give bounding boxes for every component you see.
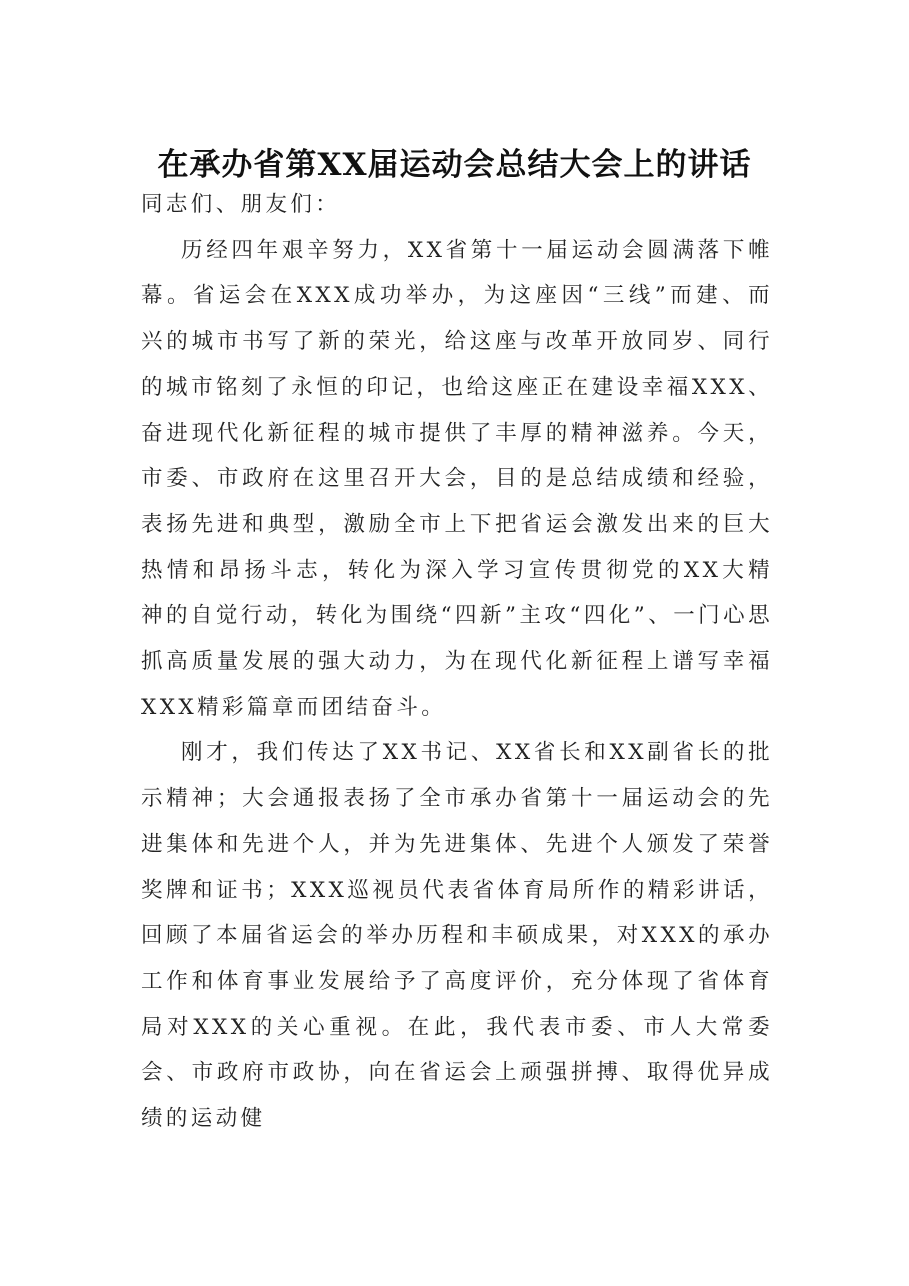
document-body — [141, 182, 773, 1142]
greeting-line: 同志们、朋友们： — [141, 192, 341, 217]
paragraph-1: 历经四年艰辛努力，XX省第十一届运动会圆满落下帷幕。省运会在XXX成功举办，为这座因“三线”而建、而兴的城市书写了新的荣光，给这座与改革开放同岁、同行的城市铭刻了永恒的印记，也给这座正在建设幸福XXX、奋进现代化新征程的城市提供了丰厚的精神滋养。今天，市委、市政府在这里召开大会，目的是总结成绩和经验，表扬先进和典型，激励全市上下把省运会激发出来的巨大热情和昂扬斗志，转化为深入学习宣传贯彻党的XX大精神的自觉行动，转化为围绕“四新”主攻“四化”、一门心思抓高质量发展的强大动力，为在现代化新征程上谱写幸福XXX精彩篇章而团结奋斗。 — [141, 237, 773, 720]
document-title: 在承办省第XX届运动会总结大会上的讲话 — [157, 147, 752, 183]
paragraph-2: 刚才，我们传达了XX书记、XX省长和XX副省长的批示精神；大会通报表扬了全市承办省第十一届运动会的先进集体和先进个人，并为先进集体、先进个人颁发了荣誉奖牌和证书；XXX巡视员代表省体育局所作的精彩讲话，回顾了本届省运会的举办历程和丰硕成果，对XXX的承办工作和体育事业发展给予了高度评价，充分体现了省体育局对XXX的关心重视。在此，我代表市委、市人大常委会、市政府市政协，向在省运会上顽强拼搏、取得优异成绩的运动健 — [141, 740, 773, 1132]
